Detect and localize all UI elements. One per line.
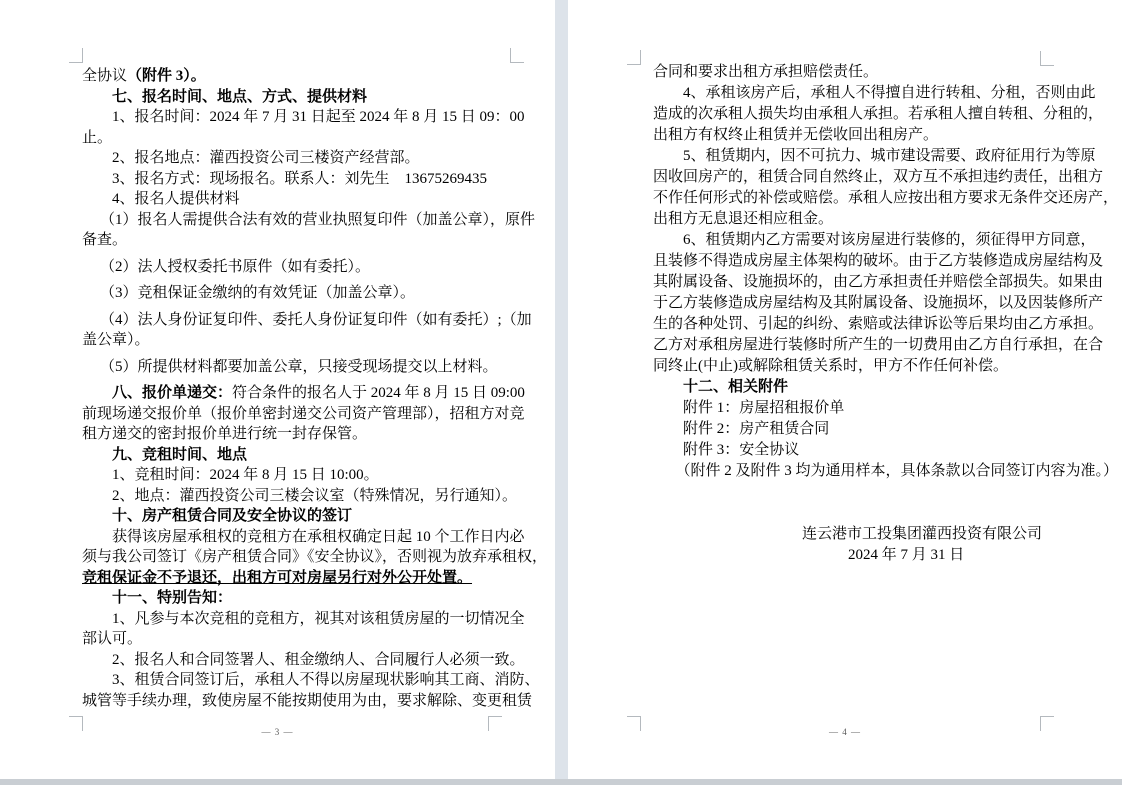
text-boundary-mark	[69, 48, 83, 63]
page-4-text	[653, 62, 1119, 566]
text-segment: 附件 2：房产租赁合同	[683, 421, 830, 437]
text-segment: 2、报名地点：灌西投资公司三楼资产经营部。	[112, 150, 420, 166]
page-3	[0, 0, 555, 785]
text-segment: 符合条件的报名人于 2024 年 8 月 15 日 09:00	[232, 385, 525, 401]
text-line	[653, 272, 1104, 293]
text-line	[82, 547, 548, 568]
text-line	[82, 650, 525, 671]
text-line	[82, 283, 522, 304]
text-segment: 出租方有权终止租赁并无偿收回出租房产。	[653, 127, 939, 143]
text-segment: （4）法人身份证复印件、委托人身份证复印件（如有委托）;（加	[100, 311, 532, 328]
text-segment: （5）所提供材料都要加盖公章，只接受现场提交以上材料。	[100, 358, 498, 375]
text-line	[82, 609, 525, 630]
text-segment: 城管等手续办理，致使房屋不能按期使用为由，要求解除、变更租赁	[82, 692, 533, 709]
text-line	[82, 424, 522, 445]
text-segment: 附件 1：房屋招租报价单	[683, 400, 845, 416]
text-line	[82, 670, 540, 691]
text-line	[82, 588, 522, 609]
text-line	[82, 383, 525, 404]
text-segment: 3、报名方式：现场报名。联系人：刘先生 13675269435	[112, 170, 488, 187]
page-number: — 3 —	[261, 727, 294, 737]
text-line	[82, 568, 522, 589]
text-segment: 其附属设备、设施损坏的，由乙方承担责任并赔偿全部损失。如果由	[653, 274, 1104, 290]
page-4	[568, 0, 1122, 785]
text-segment: 乙方对承租房屋进行装修时所产生的一切费用由乙方自行承担，在合	[653, 337, 1104, 353]
text-line	[82, 257, 522, 278]
text-segment: 止。	[82, 129, 113, 146]
text-segment: 2、报名人和合同签署人、租金缴纳人、合同履行人必须一致。	[112, 651, 525, 668]
text-line	[653, 335, 1104, 356]
text-line	[82, 148, 522, 169]
text-segment: 租方递交的密封报价单进行统一封存保管。	[82, 426, 368, 442]
text-segment: 十二、相关附件	[683, 379, 789, 395]
text-line	[653, 503, 1093, 524]
text-segment: 获得该房屋承租权的竞租方在承租权确定日起 10 个工作日内必	[112, 528, 525, 545]
text-line	[653, 188, 1119, 209]
text-segment: 附件 3：安全协议	[683, 442, 800, 458]
text-segment: 竞租保证金不予退还，出租方可对房屋另行对外公开处置。	[82, 569, 473, 586]
text-segment: 4、报名人提供材料	[112, 191, 240, 207]
text-line	[653, 356, 1093, 377]
text-boundary-mark	[1040, 51, 1054, 66]
text-line	[82, 66, 522, 87]
text-segment: 须与我公司签订《房产租赁合同》《安全协议》，否则视为放弃承租权，	[82, 549, 548, 565]
text-boundary-mark	[1040, 716, 1054, 731]
text-segment: （3）竞租保证金缴纳的有效凭证（加盖公章）。	[100, 285, 416, 301]
page-3-text	[82, 66, 548, 711]
text-line	[82, 527, 525, 548]
text-line	[653, 314, 1104, 335]
text-segment: 全协议	[82, 68, 128, 84]
text-segment: 2、地点：灌西投资公司三楼会议室（特殊情况，另行通知）。	[112, 487, 518, 504]
text-segment: 不作任何形式的补偿或赔偿。承租人应按出租方要求无条件交还房产，	[653, 190, 1119, 206]
text-line	[653, 545, 1093, 566]
text-line	[653, 482, 1093, 503]
text-segment: 十、房产租赁合同及安全协议的签订	[112, 508, 353, 524]
text-segment: 4、承租该房产后，承租人不得擅自进行转租、分租，否则由此	[683, 85, 1096, 101]
text-segment: （附件 3）。	[127, 68, 206, 84]
text-boundary-mark	[627, 50, 641, 65]
text-segment: 合同和要求出租方承担赔偿责任。	[653, 64, 879, 80]
text-line	[82, 107, 525, 128]
text-segment: 1、凡参与本次竞租的竞租方，视其对该租赁房屋的一切情况全	[112, 610, 525, 627]
text-line	[82, 691, 533, 712]
text-line	[82, 465, 522, 486]
text-line	[82, 169, 522, 190]
text-line	[653, 251, 1104, 272]
page-gap	[555, 0, 568, 785]
text-line	[653, 230, 1096, 251]
text-segment: 盖公章）。	[82, 332, 150, 348]
page-number: — 4 —	[829, 727, 861, 737]
text-segment: （2）法人授权委托书原件（如有委托）。	[100, 258, 371, 275]
text-segment: 九、竞租时间、地点	[112, 446, 248, 463]
text-segment: 造成的次承租人损失均由承租人承担。若承租人擅自转租、分租的，	[653, 106, 1104, 122]
text-segment: 于乙方装修造成房屋结构及其附属设备、设施损坏，以及因装修所产	[653, 295, 1104, 311]
text-line	[82, 230, 522, 251]
text-line	[653, 524, 1093, 545]
text-line	[82, 330, 522, 351]
text-line	[653, 83, 1096, 104]
text-segment: （附件 2 及附件 3 均为通用样本，具体条款以合同签订内容为准。）	[675, 463, 1119, 479]
text-line	[653, 62, 1093, 83]
text-line	[653, 146, 1096, 167]
text-boundary-mark	[69, 716, 83, 731]
text-line	[82, 486, 522, 507]
text-segment: 因收回房产的，租赁合同自然终止，双方互不承担违约责任，出租方	[653, 169, 1104, 185]
text-segment: 出租方无息退还相应租金。	[653, 211, 834, 227]
text-boundary-mark	[488, 716, 502, 731]
text-line	[82, 87, 522, 108]
text-segment: 同终止(中止)或解除租赁关系时，甲方不作任何补偿。	[653, 358, 1008, 374]
text-segment: 前现场递交报价单（报价单密封递交公司资产管理部），招租方对竞	[82, 405, 525, 422]
text-segment: 连云港市工投集团灌西投资有限公司	[802, 526, 1043, 542]
text-line	[82, 210, 536, 231]
text-segment: 2024 年 7 月 31 日	[848, 547, 965, 563]
text-line	[653, 293, 1104, 314]
text-line	[82, 189, 522, 210]
text-boundary-mark	[510, 48, 524, 63]
text-line	[82, 629, 522, 650]
text-segment: 部认可。	[82, 631, 143, 647]
text-boundary-mark	[627, 716, 641, 731]
text-line	[82, 357, 522, 378]
text-segment: 6、租赁期内乙方需要对该房屋进行装修的，须征得甲方同意，	[683, 232, 1096, 248]
text-line	[653, 104, 1104, 125]
text-segment: 七、报名时间、地点、方式、提供材料	[112, 88, 368, 105]
text-segment: 1、报名时间：2024 年 7 月 31 日起至 2024 年 8 月 15 日 09：00	[112, 109, 525, 125]
text-segment: 备查。	[82, 232, 128, 248]
bottom-edge	[0, 779, 1122, 785]
text-segment: 八、报价单递交：	[112, 385, 233, 401]
text-line	[653, 440, 1093, 461]
text-line	[653, 209, 1093, 230]
text-segment: 5、租赁期内，因不可抗力、城市建设需要、政府征用行为等原	[683, 148, 1096, 164]
text-line	[653, 167, 1104, 188]
text-line	[653, 461, 1119, 482]
text-line	[82, 128, 522, 149]
text-line	[653, 377, 1093, 398]
text-line	[82, 404, 525, 425]
text-segment: （1）报名人需提供合法有效的营业执照复印件（加盖公章），原件	[100, 211, 536, 228]
text-segment: 十一、特别告知：	[112, 590, 233, 606]
text-segment: 1、竞租时间：2024 年 8 月 15 日 10:00。	[112, 467, 379, 483]
text-line	[82, 445, 522, 466]
text-segment: 3、租赁合同签订后，承租人不得以房屋现状影响其工商、消防、	[112, 672, 540, 688]
text-line	[82, 506, 522, 527]
text-segment: 且装修不得造成房屋主体架构的破坏。由于乙方装修造成房屋结构及	[653, 253, 1104, 269]
text-line	[653, 125, 1093, 146]
text-line	[82, 310, 532, 331]
text-segment: 生的各种处罚、引起的纠纷、索赔或法律诉讼等后果均由乙方承担。	[653, 316, 1104, 332]
text-line	[653, 398, 1093, 419]
text-line	[653, 419, 1093, 440]
